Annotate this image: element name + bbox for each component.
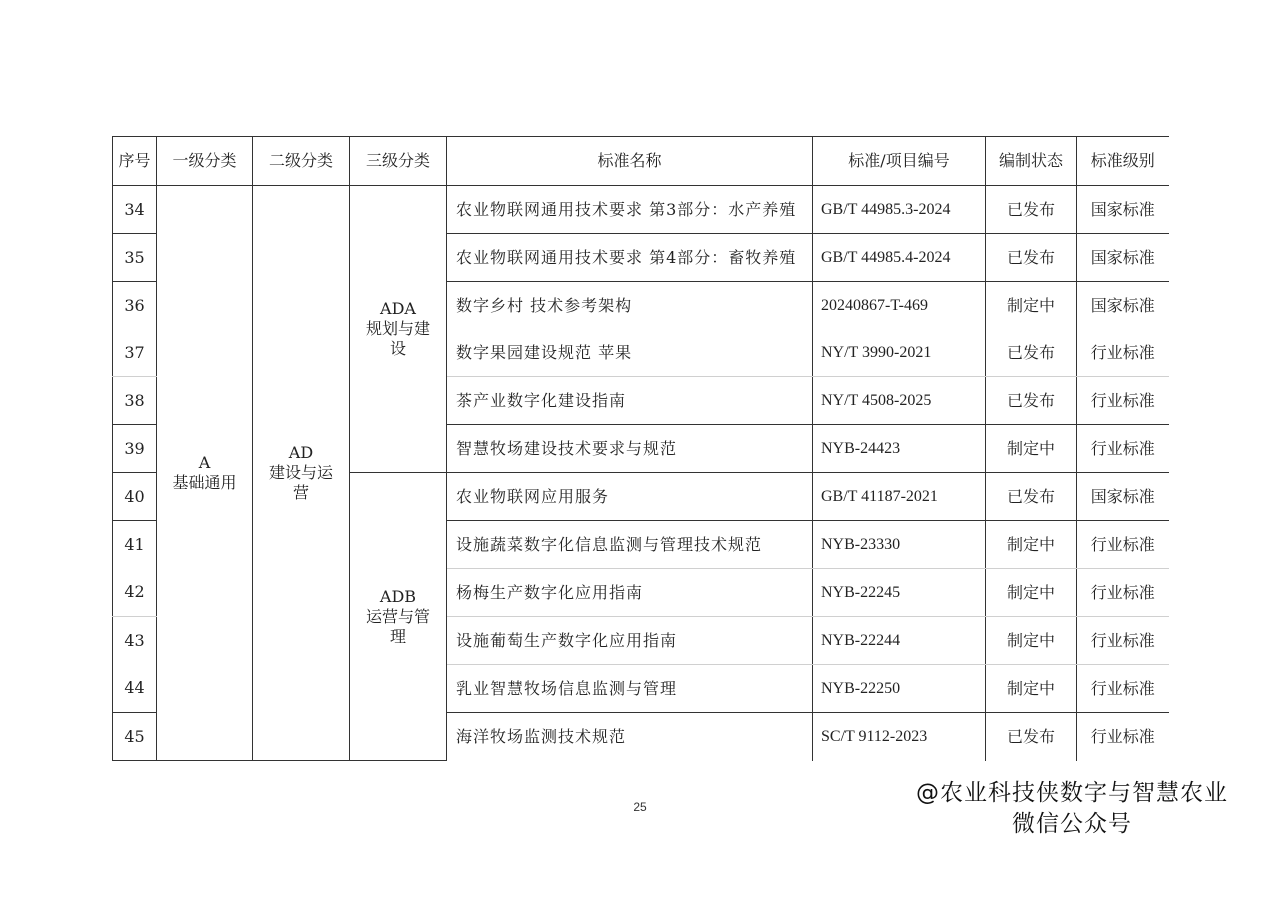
seq-cell: 45 xyxy=(113,713,157,761)
seq-cell: 44 xyxy=(113,665,157,713)
name-cell: 乳业智慧牧场信息监测与管理 xyxy=(447,665,813,713)
code-cell: NYB-22245 xyxy=(813,569,986,617)
grade-cell: 国家标准 xyxy=(1077,186,1169,234)
seq-cell: 34 xyxy=(113,186,157,234)
seq-cell: 39 xyxy=(113,425,157,473)
code-cell: GB/T 44985.4-2024 xyxy=(813,234,986,282)
header-name: 标准名称 xyxy=(447,137,813,186)
grade-cell: 行业标准 xyxy=(1077,329,1169,377)
status-cell: 已发布 xyxy=(986,377,1077,425)
table-row xyxy=(113,186,1169,234)
seq-cell: 40 xyxy=(113,473,157,521)
code-cell: SC/T 9112-2023 xyxy=(813,713,986,761)
status-cell: 已发布 xyxy=(986,186,1077,234)
header-level3: 三级分类 xyxy=(350,137,447,186)
code-cell: NYB-22250 xyxy=(813,665,986,713)
adb-name: 运营与管理 xyxy=(365,606,430,646)
grade-cell: 行业标准 xyxy=(1077,521,1169,569)
grade-cell: 行业标准 xyxy=(1077,617,1169,665)
status-cell: 已发布 xyxy=(986,329,1077,377)
status-cell: 已发布 xyxy=(986,473,1077,521)
status-cell: 制定中 xyxy=(986,282,1077,330)
grade-cell: 国家标准 xyxy=(1077,234,1169,282)
watermark-line1: @农业科技侠数字与智慧农业 xyxy=(916,780,1228,806)
level3-ada-cell xyxy=(350,186,447,473)
level2-name: 建设与运营 xyxy=(268,463,333,502)
code-cell: NY/T 4508-2025 xyxy=(813,377,986,425)
grade-cell: 行业标准 xyxy=(1077,425,1169,473)
header-seq: 序号 xyxy=(113,137,157,186)
seq-cell: 36 xyxy=(113,282,157,330)
header-row xyxy=(113,137,1169,186)
adb-code: ADB xyxy=(379,586,417,606)
level1-code: A xyxy=(198,453,211,472)
name-cell: 海洋牧场监测技术规范 xyxy=(447,713,813,761)
name-cell: 设施蔬菜数字化信息监测与管理技术规范 xyxy=(447,521,813,569)
status-cell: 制定中 xyxy=(986,665,1077,713)
level3-adb-cell xyxy=(350,473,447,761)
seq-cell: 35 xyxy=(113,234,157,282)
ada-code: ADA xyxy=(380,299,416,318)
grade-cell: 行业标准 xyxy=(1077,377,1169,425)
ada-name: 规划与建设 xyxy=(365,319,430,358)
level2-cell xyxy=(253,186,350,761)
code-cell: NYB-24423 xyxy=(813,425,986,473)
name-cell: 农业物联网通用技术要求 第4部分：畜牧养殖 xyxy=(447,234,813,282)
status-cell: 制定中 xyxy=(986,617,1077,665)
status-cell: 已发布 xyxy=(986,234,1077,282)
grade-cell: 行业标准 xyxy=(1090,726,1155,746)
watermark xyxy=(916,778,1228,840)
level1-name: 基础通用 xyxy=(172,473,237,492)
name-cell: 设施葡萄生产数字化应用指南 xyxy=(447,617,813,665)
code-cell: GB/T 44985.3-2024 xyxy=(813,186,986,234)
standards-table xyxy=(112,136,1169,761)
grade-cell: 国家标准 xyxy=(1090,295,1155,315)
status-cell: 制定中 xyxy=(986,569,1077,617)
seq-cell: 38 xyxy=(113,377,157,425)
seq-cell: 41 xyxy=(113,521,157,569)
status-cell: 制定中 xyxy=(986,521,1077,569)
code-cell: GB/T 41187-2021 xyxy=(813,473,986,521)
grade-cell: 国家标准 xyxy=(1077,473,1169,521)
level1-cell xyxy=(157,186,253,761)
header-status: 编制状态 xyxy=(986,137,1077,186)
watermark-line2: 微信公众号 xyxy=(1012,811,1132,837)
code-cell: NY/T 3990-2021 xyxy=(813,329,986,377)
name-cell: 数字果园建设规范 苹果 xyxy=(447,329,813,377)
header-code: 标准/项目编号 xyxy=(813,137,986,186)
header-grade: 标准级别 xyxy=(1077,137,1169,186)
level2-code: AD xyxy=(288,443,314,462)
page-number: 25 xyxy=(633,800,647,814)
code-cell: NYB-22244 xyxy=(813,617,986,665)
name-cell: 茶产业数字化建设指南 xyxy=(447,377,813,425)
name-cell: 数字乡村 技术参考架构 xyxy=(447,282,813,330)
grade-cell: 行业标准 xyxy=(1077,665,1169,713)
name-cell: 农业物联网通用技术要求 第3部分：水产养殖 xyxy=(447,186,813,234)
name-cell: 杨梅生产数字化应用指南 xyxy=(447,569,813,617)
code-cell: 20240867-T-469 xyxy=(813,282,986,330)
seq-cell: 42 xyxy=(113,569,157,617)
seq-cell: 43 xyxy=(113,617,157,665)
status-cell: 已发布 xyxy=(986,713,1077,761)
grade-cell: 行业标准 xyxy=(1077,569,1169,617)
name-cell: 智慧牧场建设技术要求与规范 xyxy=(447,425,813,473)
header-level1: 一级分类 xyxy=(157,137,253,186)
seq-cell: 37 xyxy=(113,329,157,377)
name-cell: 农业物联网应用服务 xyxy=(447,473,813,521)
code-cell: NYB-23330 xyxy=(813,521,986,569)
header-level2: 二级分类 xyxy=(253,137,350,186)
status-cell: 制定中 xyxy=(986,425,1077,473)
